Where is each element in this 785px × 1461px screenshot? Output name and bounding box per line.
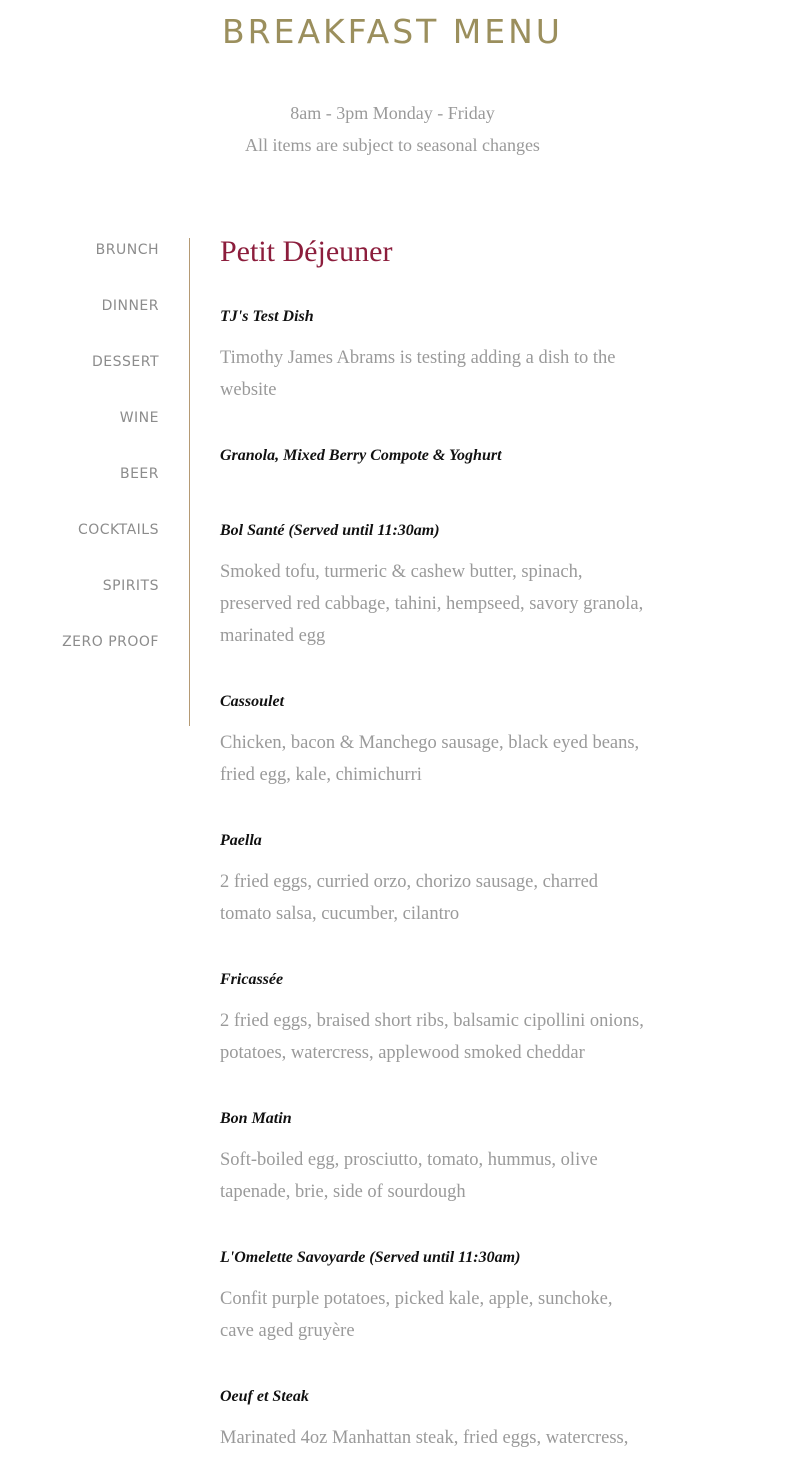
menu-item-description: Timothy James Abrams is testing adding a dish to the website [220,348,616,400]
menu-item-name: Fricassée [220,971,284,988]
menu-item-name: Granola, Mixed Berry Compote & Yoghurt [220,447,502,464]
nav-item-zero-proof[interactable]: ZERO PROOF [62,634,159,650]
nav-item-beer[interactable]: BEER [119,466,159,482]
nav-item-dessert[interactable]: DESSERT [91,354,159,370]
nav-item-spirits[interactable]: SPIRITS [102,578,159,594]
menu-item-name: Cassoulet [220,693,285,710]
nav-item-dinner[interactable]: DINNER [101,298,159,314]
menu-item-description: Marinated 4oz Manhattan steak, fried eggs, watercress, [220,1428,629,1448]
menu-item-name: TJ's Test Dish [220,308,314,325]
menu-item-name: Paella [220,832,262,849]
menu-item-description: Confit purple potatoes, picked kale, apple, sunchoke, cave aged gruyère [220,1289,613,1341]
menu-category-nav [0,238,190,726]
menu-item-description: Chicken, bacon & Manchego sausage, black eyed beans, fried egg, kale, chimichurri [220,733,640,785]
nav-item-wine[interactable]: WINE [119,410,159,426]
menu-item-description: 2 fried eggs, curried orzo, chorizo sausage, charred tomato salsa, cucumber, cilantro [220,872,599,924]
menu-item-description: Soft-boiled egg, prosciutto, tomato, hummus, olive tapenade, brie, side of sourdough [220,1150,598,1202]
nav-item-cocktails[interactable]: COCKTAILS [77,522,159,538]
menu-item-description: Smoked tofu, turmeric & cashew butter, spinach, preserved red cabbage, tahini, hempseed, savory granola, marinated egg [220,562,644,646]
menu-item-name: Bol Santé (Served until 11:30am) [220,522,440,539]
page-title: BREAKFAST MENU [222,12,563,51]
nav-item-brunch[interactable]: BRUNCH [95,242,159,258]
menu-item-name: Oeuf et Steak [220,1388,309,1405]
menu-item-name: L'Omelette Savoyarde (Served until 11:30am) [220,1249,521,1266]
section-title: Petit Déjeuner [220,235,393,268]
menu-item-description: 2 fried eggs, braised short ribs, balsamic cipollini onions, potatoes, watercress, applewood smoked cheddar [220,1011,644,1063]
seasonal-note: All items are subject to seasonal changes [245,135,540,155]
hours-text: 8am - 3pm Monday - Friday [290,103,495,123]
menu-item-name: Bon Matin [220,1110,292,1127]
